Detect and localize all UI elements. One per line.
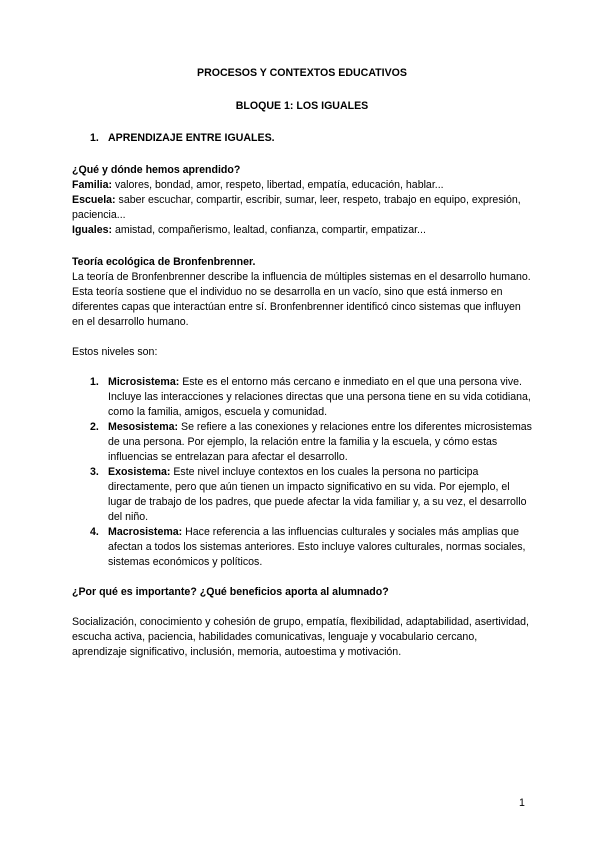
learned-item-escuela: [72, 193, 532, 223]
block-title: BLOQUE 1: LOS IGUALES: [235, 100, 369, 112]
section-title: APRENDIZAJE ENTRE IGUALES.: [108, 132, 275, 144]
level-label: Mesosistema:: [108, 421, 179, 433]
learned-text: valores, bondad, amor, respeto, libertad, empatía, educación, hablar...: [112, 179, 444, 191]
levels-list: [72, 375, 532, 570]
level-label: Microsistema:: [108, 376, 180, 388]
learned-item-familia: [72, 178, 532, 193]
level-item: [72, 465, 532, 525]
level-label: Macrosistema:: [108, 526, 183, 538]
level-item: [72, 525, 532, 570]
section-heading: [72, 131, 532, 146]
level-number: 1.: [90, 376, 99, 388]
level-number: 3.: [90, 466, 99, 478]
learned-text: amistad, compañerismo, lealtad, confianza, compartir, empatizar...: [112, 224, 426, 236]
benefits-paragraph: Socialización, conocimiento y cohesión de grupo, empatía, flexibilidad, adaptabilidad, asertividad, escucha activa, paciencia, habilidades comunicativas, lenguaje y vocabulario cercano, aprendizaje significativo, inclusión, memoria, autoestima y motivación.: [72, 616, 529, 658]
level-label: Exosistema:: [108, 466, 171, 478]
learned-label: Escuela:: [72, 194, 116, 206]
levels-intro: Estos niveles son:: [72, 346, 158, 358]
level-text: Este nivel incluye contextos en los cuales la persona no participa directamente, pero que aún tienen un impacto significativo en su vida. Por ejemplo, el lugar de trabajo de los padres, que puede afectar la vida familiar y, a su vez, el desarrollo del niño.: [108, 466, 527, 523]
learned-text: saber escuchar, compartir, escribir, sumar, leer, respeto, trabajo en equipo, expresión, paciencia...: [72, 194, 521, 221]
level-text: Se refiere a las conexiones y relaciones entre los diferentes microsistemas de una persona. Por ejemplo, la relación entre la familia y la escuela, y cómo estas influencias se entrelazan para afectar el desarrollo.: [108, 421, 532, 463]
question-heading-2: ¿Por qué es importante? ¿Qué beneficios aporta al alumnado?: [72, 586, 389, 598]
learned-label: Iguales:: [72, 224, 113, 236]
theory-heading: Teoría ecológica de Bronfenbrenner.: [72, 256, 256, 268]
level-number: 4.: [90, 526, 99, 538]
page-number: 1: [519, 797, 525, 809]
document-title: PROCESOS Y CONTEXTOS EDUCATIVOS: [197, 67, 407, 79]
learned-list: [72, 178, 532, 238]
level-text: Este es el entorno más cercano e inmediato en el que una persona vive. Incluye las interacciones y relaciones directas que una persona tiene en su vida cotidiana, como la familia, amigos, escuela y comunidad.: [108, 376, 531, 418]
level-item: [72, 375, 532, 420]
level-item: [72, 420, 532, 465]
learned-label: Familia:: [72, 179, 113, 191]
section-number: 1.: [90, 132, 99, 144]
level-number: 2.: [90, 421, 99, 433]
theory-paragraph: La teoría de Bronfenbrenner describe la influencia de múltiples sistemas en el desarrollo humano. Esta teoría sostiene que el individuo no se desarrolla en un vacío, sino que está inmerso en diferentes capas que interactúan entre sí. Bronfenbrenner identificó cinco sistemas que influyen en el desarrollo humano.: [72, 271, 531, 328]
level-text: Hace referencia a las influencias culturales y sociales más amplias que afectan a todos los sistemas anteriores. Esto incluye valores culturales, normas sociales, sistemas económicos y políticos.: [108, 526, 526, 568]
question-heading-1: ¿Qué y dónde hemos aprendido?: [72, 164, 241, 176]
document-page: [72, 66, 532, 660]
learned-item-iguales: [72, 223, 532, 238]
